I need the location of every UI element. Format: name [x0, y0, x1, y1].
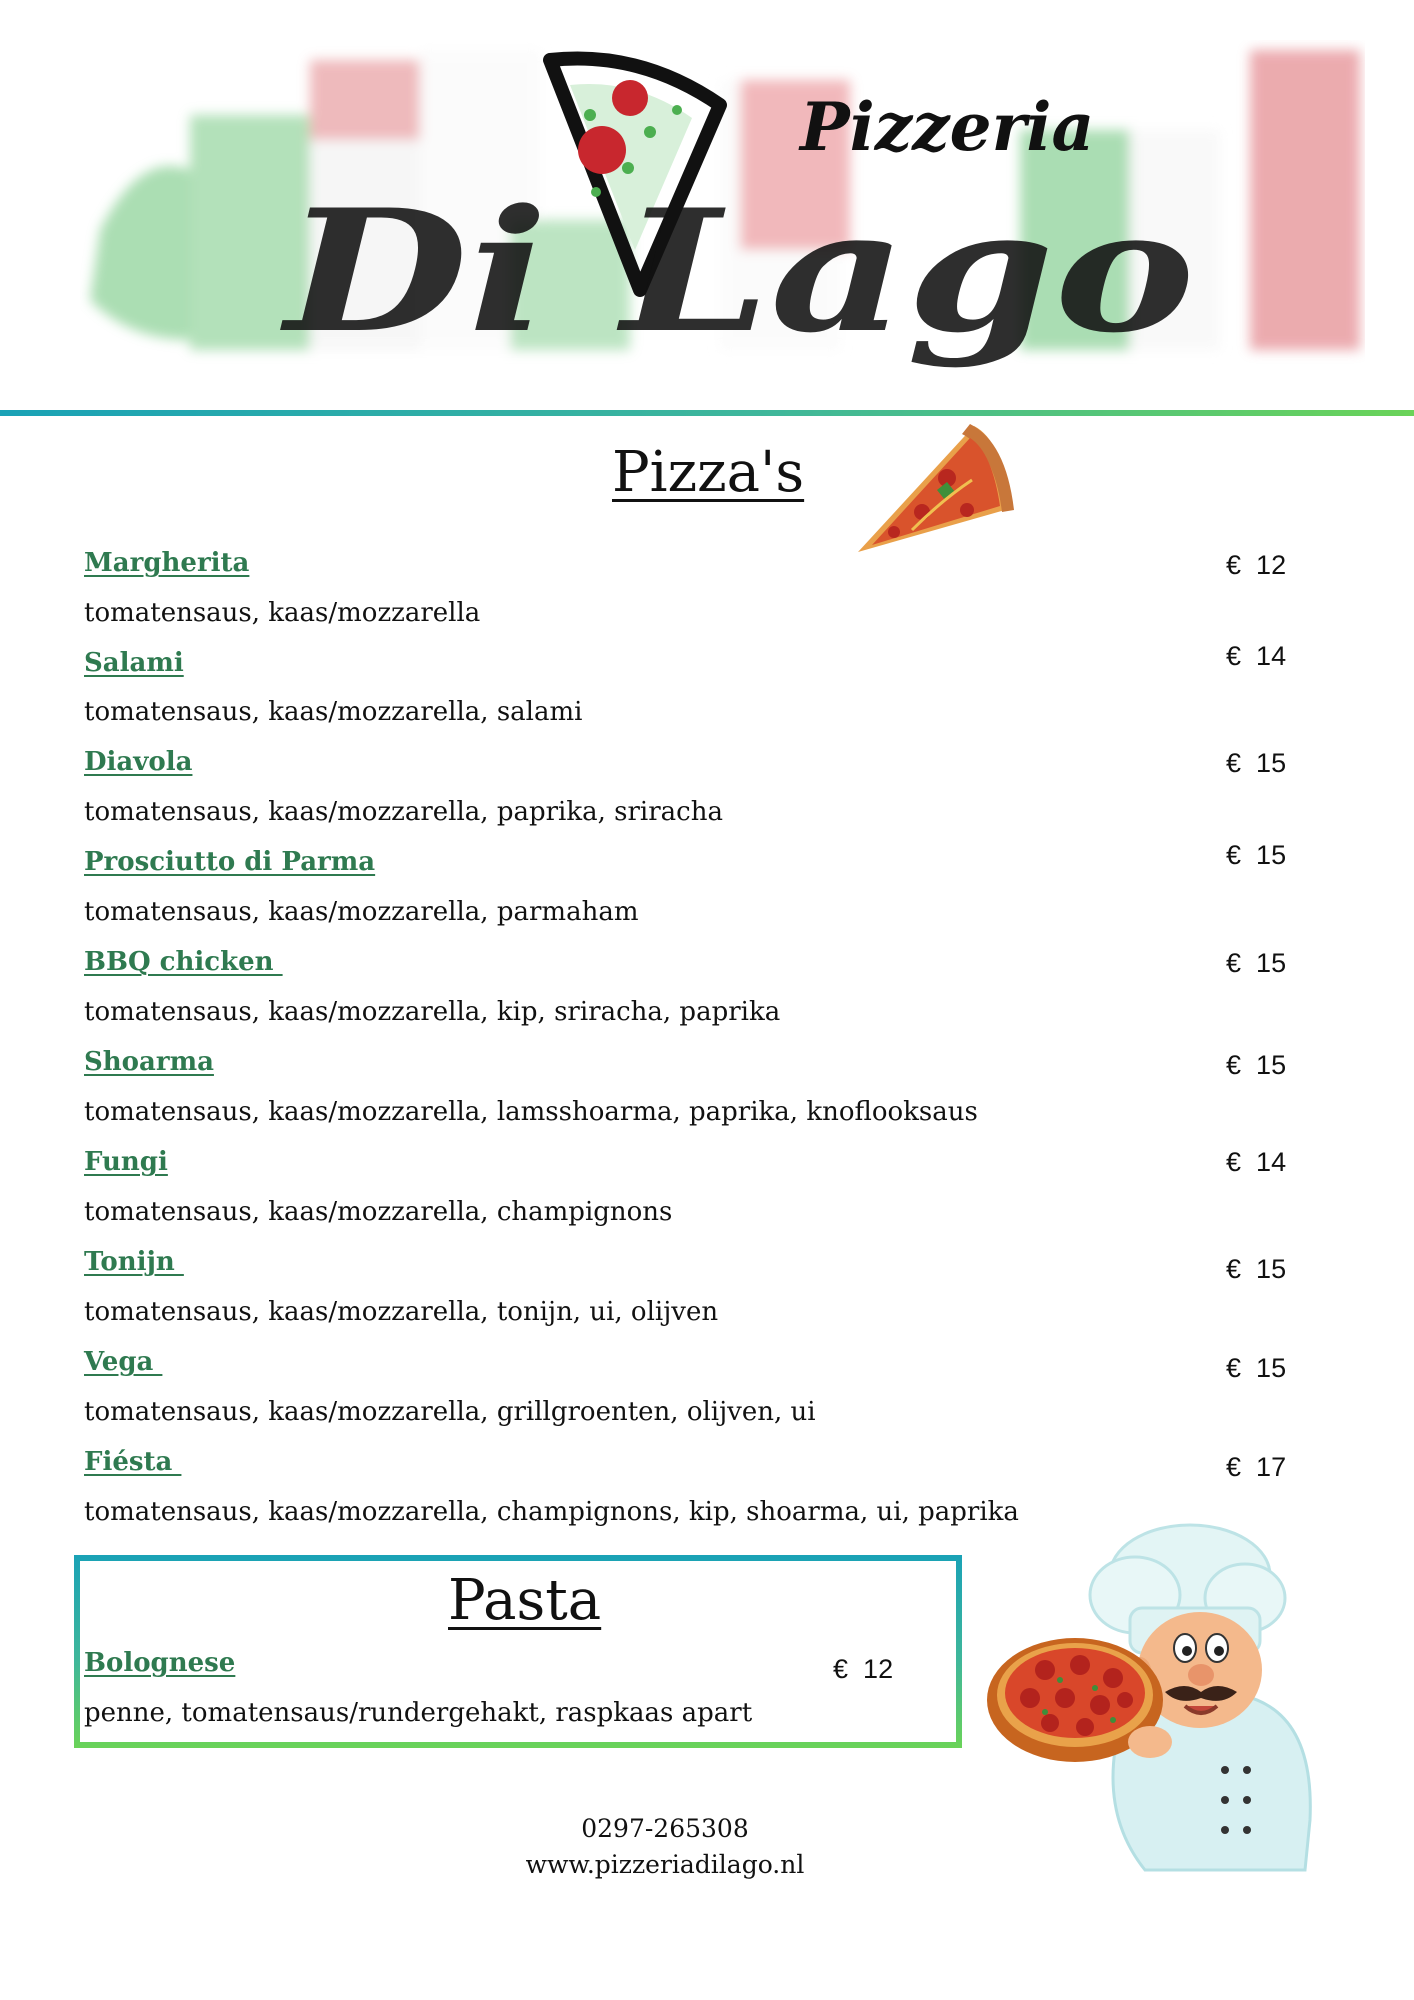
pizza-name-diavola: Diavola [84, 747, 193, 777]
price-value: 15 [1256, 840, 1287, 870]
pizza-name-margherita: Margherita [84, 548, 250, 578]
pasta-price-bolognese [833, 1654, 893, 1685]
pizza-description-vega: tomatensaus, kaas/mozzarella, grillgroenten, olijven, ui [84, 1397, 816, 1427]
pizza-price-vega [1226, 1353, 1286, 1384]
price-value: 15 [1256, 1353, 1287, 1383]
pizza-description-fiesta: tomatensaus, kaas/mozzarella, champignons, kip, shoarma, ui, paprika [84, 1497, 1019, 1527]
pizza-description-bbq-chicken: tomatensaus, kaas/mozzarella, kip, sriracha, paprika [84, 997, 781, 1027]
price-value: 17 [1256, 1452, 1287, 1482]
currency-symbol: € [833, 1654, 849, 1684]
currency-symbol: € [1226, 840, 1242, 870]
currency-symbol: € [1226, 1452, 1242, 1482]
footer-website: www.pizzeriadilago.nl [525, 1850, 805, 1879]
price-value: 14 [1256, 1147, 1287, 1177]
pizza-name-vega: Vega [84, 1347, 163, 1377]
pizza-description-salami: tomatensaus, kaas/mozzarella, salami [84, 697, 583, 727]
price-value: 15 [1256, 1254, 1287, 1284]
footer-phone: 0297-265308 [581, 1814, 749, 1843]
pizza-name-salami: Salami [84, 648, 184, 678]
pizza-name-fungi: Fungi [84, 1147, 168, 1177]
pizza-description-tonijn: tomatensaus, kaas/mozzarella, tonijn, ui, olijven [84, 1297, 719, 1327]
pizza-description-margherita: tomatensaus, kaas/mozzarella [84, 598, 481, 628]
pizza-name-prosciutto: Prosciutto di Parma [84, 847, 376, 877]
pizza-name-bbq-chicken: BBQ chicken [84, 947, 283, 977]
currency-symbol: € [1226, 1353, 1242, 1383]
currency-symbol: € [1226, 1050, 1242, 1080]
pizza-price-prosciutto [1226, 840, 1286, 871]
currency-symbol: € [1226, 550, 1242, 580]
price-value: 15 [1256, 948, 1287, 978]
pizza-price-tonijn [1226, 1254, 1286, 1285]
pizzeria-di-lago-logo [80, 40, 1365, 380]
price-value: 15 [1256, 748, 1287, 778]
pizza-slice-icon [852, 420, 1017, 560]
pizza-description-diavola: tomatensaus, kaas/mozzarella, paprika, sriracha [84, 797, 723, 827]
price-value: 14 [1256, 641, 1287, 671]
chef-with-pizza-icon [985, 1520, 1325, 1880]
currency-symbol: € [1226, 748, 1242, 778]
price-value: 12 [1256, 550, 1287, 580]
header-divider [0, 410, 1414, 416]
pizza-price-fiesta [1226, 1452, 1286, 1483]
pizza-price-fungi [1226, 1147, 1286, 1178]
price-value: 12 [863, 1654, 894, 1684]
currency-symbol: € [1226, 1147, 1242, 1177]
pizza-price-shoarma [1226, 1050, 1286, 1081]
pizza-section-title: Pizza's [612, 440, 805, 505]
logo-pizzeria-text: Pizzeria [800, 88, 1095, 166]
pizza-price-salami [1226, 641, 1286, 672]
pizza-description-prosciutto: tomatensaus, kaas/mozzarella, parmaham [84, 897, 639, 927]
currency-symbol: € [1226, 1254, 1242, 1284]
pasta-name-bolognese: Bolognese [84, 1648, 236, 1678]
pizza-description-shoarma: tomatensaus, kaas/mozzarella, lamsshoarma, paprika, knoflooksaus [84, 1097, 978, 1127]
currency-symbol: € [1226, 641, 1242, 671]
pizza-price-bbq-chicken [1226, 948, 1286, 979]
pizza-price-margherita [1226, 550, 1286, 581]
pizza-price-diavola [1226, 748, 1286, 779]
pasta-section-title: Pasta [448, 1568, 602, 1633]
pizza-name-shoarma: Shoarma [84, 1047, 214, 1077]
pasta-description-bolognese: penne, tomatensaus/rundergehakt, raspkaas apart [84, 1698, 753, 1728]
currency-symbol: € [1226, 948, 1242, 978]
price-value: 15 [1256, 1050, 1287, 1080]
pizza-name-fiesta: Fiésta [84, 1447, 182, 1477]
pizza-name-tonijn: Tonijn [84, 1247, 184, 1277]
logo-dilago-text: Di Lago [279, 172, 1195, 370]
pizza-description-fungi: tomatensaus, kaas/mozzarella, champignons [84, 1197, 673, 1227]
